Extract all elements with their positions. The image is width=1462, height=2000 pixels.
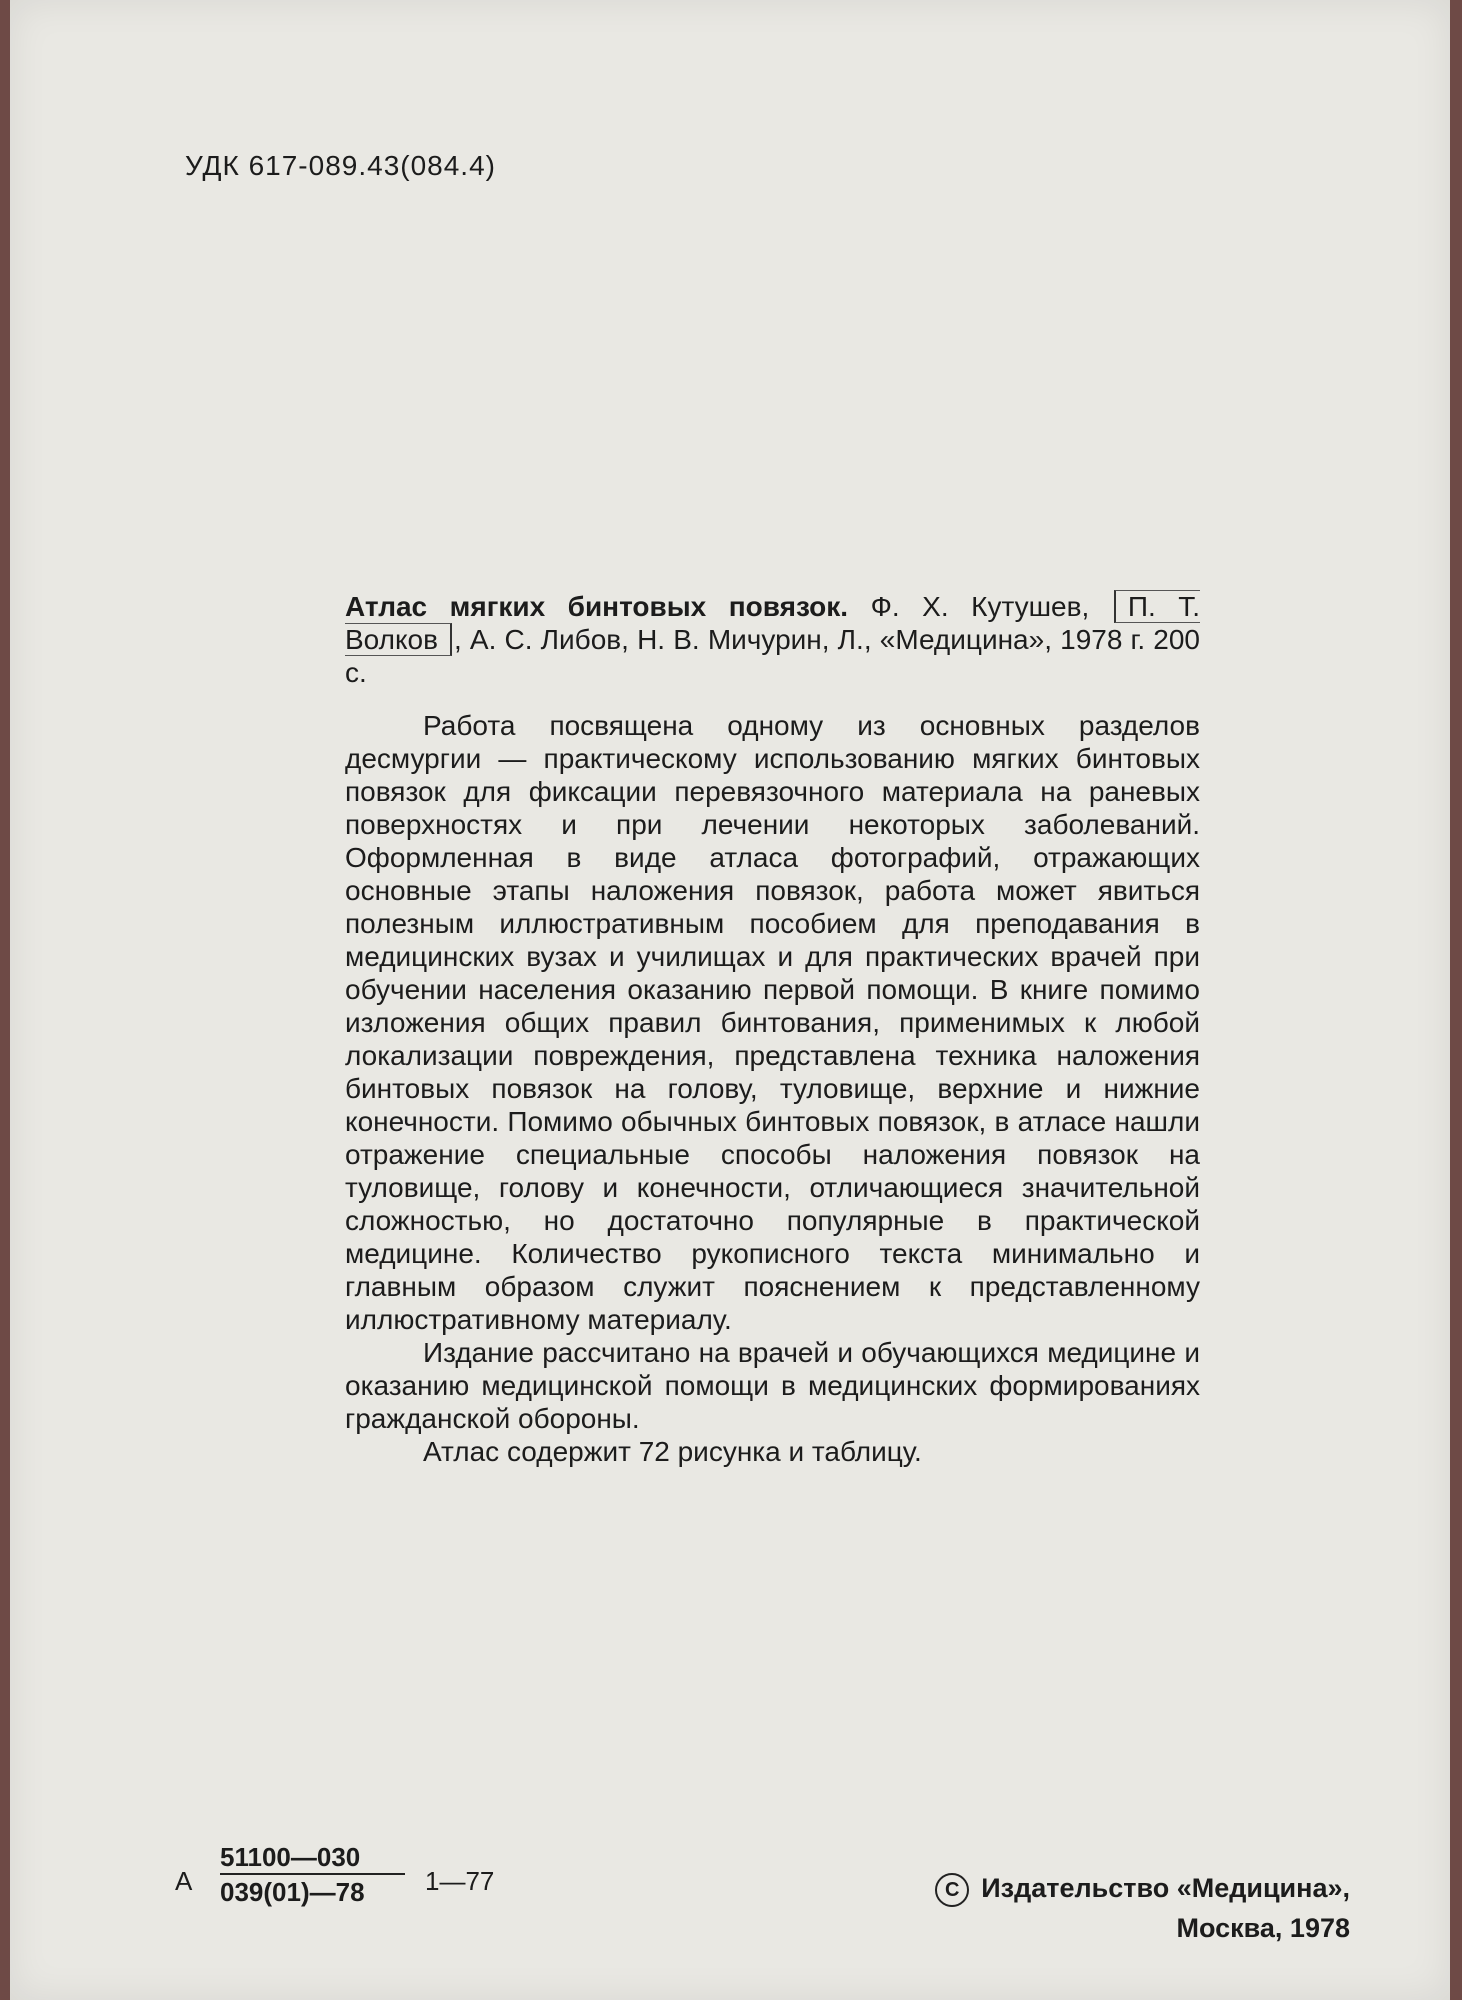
citation	[345, 590, 1200, 689]
publisher-line-1	[890, 1868, 1350, 1908]
book-title: Атлас мягких бинтовых повязок.	[345, 591, 849, 622]
imprint-numerator: 51100—030	[220, 1842, 361, 1872]
authors-before: Ф. Х. Кутушев,	[870, 591, 1090, 622]
imprint-letter: А	[175, 1866, 193, 1896]
abstract-paragraph-1: Работа посвящена одному из основных разделов десмургии — практическому использованию мягких бинтовых повязок для фиксации перевязочного материала на раневых поверхностях и при лечении некоторых заболеваний. Оформленная в виде атласа фотографий, отражающих основные этапы наложения повязок, работа может явиться полезным иллюстративным пособием для преподавания в медицинских вузах и училищах и для практических врачей при обучении населения оказанию первой помощи. В книге помимо изложения общих правил бинтования, применимых к любой локализации повреждения, представлена техника наложения бинтовых повязок на голову, туловище, верхние и нижние конечности. Помимо обычных бинтовых повязок, в атласе нашли отражение специальные способы наложения повязок на туловище, голову и конечности, отличающиеся значительной сложностью, но достаточно популярные в практической медицине. Количество рукописного текста минимально и главным образом служит пояснением к представленному иллюстративному материалу.	[345, 710, 1200, 1335]
imprint-code-suffix: 1—77	[425, 1866, 495, 1896]
publisher-info	[890, 1868, 1350, 1948]
boxed-author: П. Т. Волков	[345, 591, 1201, 655]
abstract-paragraph-2: Издание рассчитано на врачей и обучающихся медицине и оказанию медицинской помощи в медицинских формированиях гражданской обороны.	[345, 1337, 1200, 1434]
imprint-denominator: 039(01)—78	[220, 1873, 405, 1908]
copyright-icon: С	[935, 1873, 969, 1907]
book-page	[10, 0, 1450, 2000]
authors-after: , А. С. Либов, Н. В. Мичурин, Л., «Медицина», 1978 г. 200 с.	[345, 624, 1200, 688]
publisher-line-2: Москва, 1978	[1176, 1913, 1350, 1943]
imprint-fraction	[220, 1842, 405, 1908]
publisher-name: Издательство «Медицина»,	[981, 1873, 1350, 1903]
udk-code: УДК 617-089.43(084.4)	[185, 150, 496, 181]
abstract-block	[345, 590, 1200, 1468]
abstract-paragraph-3: Атлас содержит 72 рисунка и таблицу.	[423, 1436, 922, 1467]
